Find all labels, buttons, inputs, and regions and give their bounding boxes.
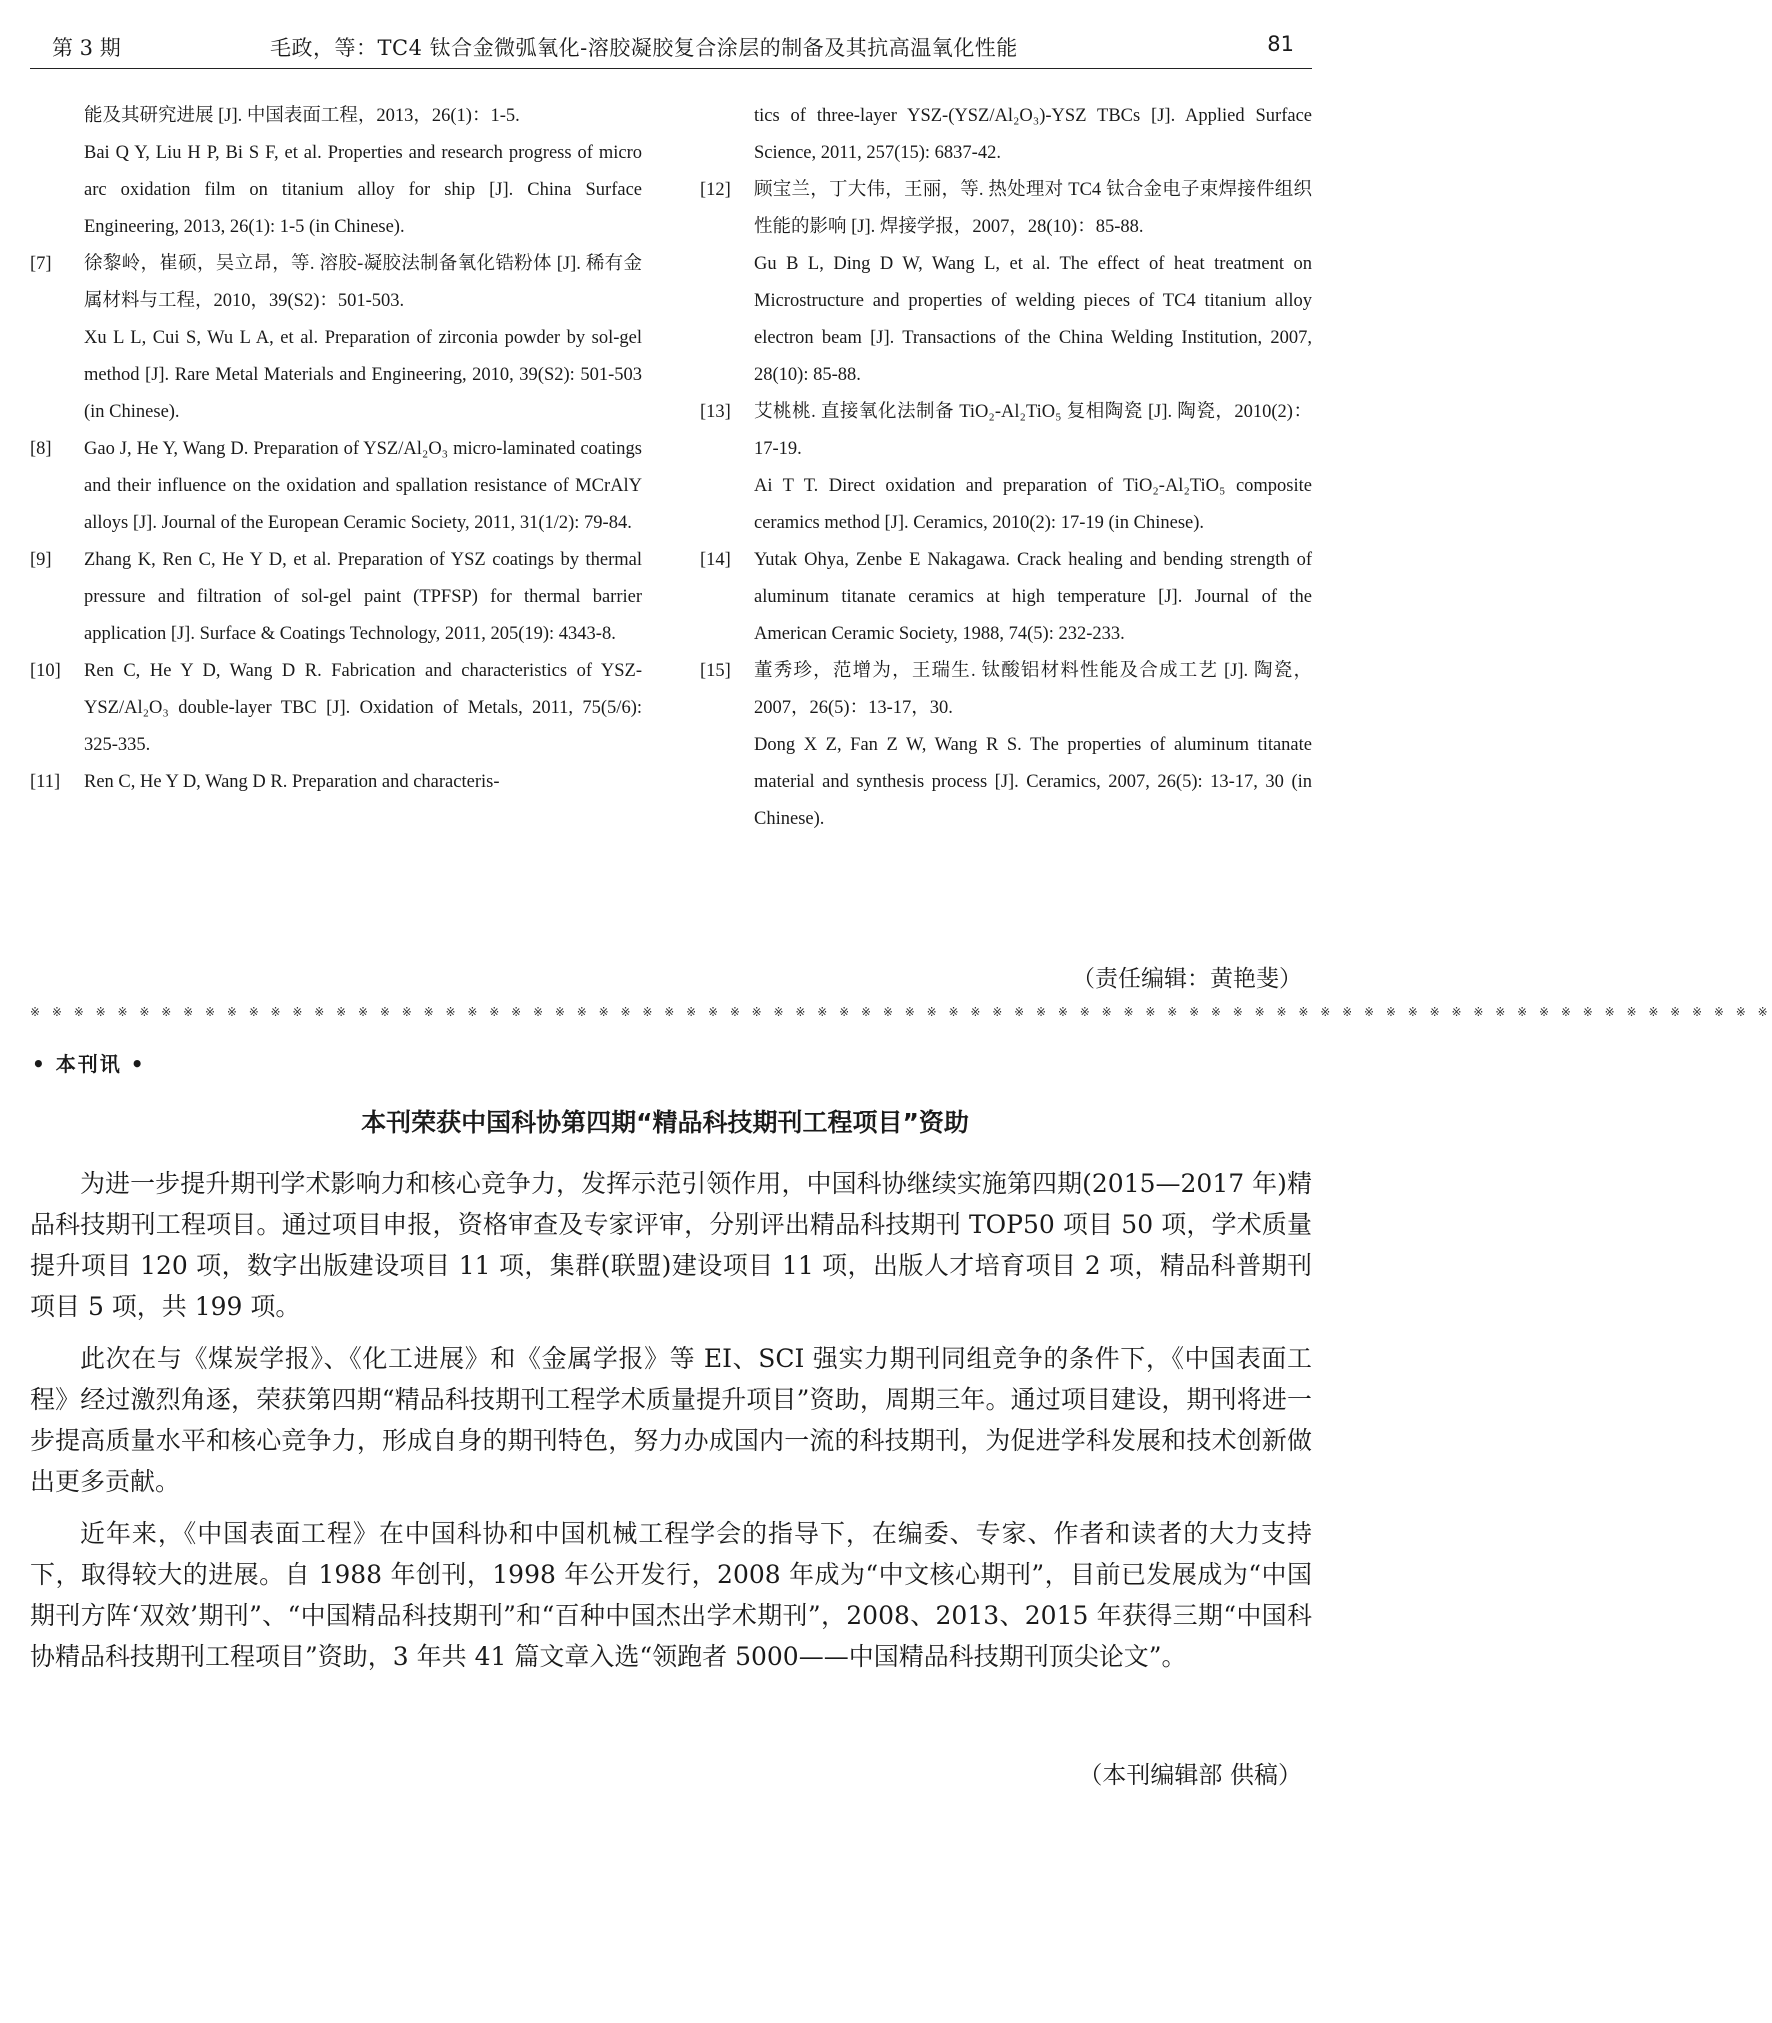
running-title: 毛政，等：TC4 钛合金微弧氧化-溶胶凝胶复合涂层的制备及其抗高温氧化性能 (270, 36, 1018, 60)
reference-number: [12] (700, 180, 731, 200)
reference-number: [15] (700, 661, 731, 681)
reference-entry (30, 246, 642, 431)
references-left-column (30, 98, 642, 801)
reference-number: [11] (30, 772, 61, 792)
reference-entry (700, 394, 1312, 542)
reference-text: 徐黎岭，崔硕，吴立昂，等. 溶胶-凝胶法制备氧化锆粉体 [J]. 稀有金属材料与工程，2010，39(S2)：501-503. (84, 254, 642, 311)
reference-entry (700, 653, 1312, 838)
notice-signature: （本刊编辑部 供稿） (1078, 1761, 1302, 1789)
references-right-column (700, 98, 1312, 838)
notice-title: 本刊荣获中国科协第四期“精品科技期刊工程项目”资助 (361, 1108, 969, 1137)
notice-paragraph: 此次在与《煤炭学报》、《化工进展》和《金属学报》等 EI、SCI 强实力期刊同组竞争的条件下，《中国表面工程》经过激烈角逐，荣获第四期“精品科技期刊工程学术质量提升项目”资助，周期三年。通过项目建设，期刊将进一步提高质量水平和核心竞争力，形成自身的期刊特色，努力办成国内一流的科技期刊，为促进学科发展和技术创新做出更多贡献。 (30, 1344, 1312, 1496)
reference-text: Ren C, He Y D, Wang D R. Preparation and characteris- (84, 772, 500, 792)
reference-text: Ai T T. Direct oxidation and preparation of TiO₂-Al₂TiO₅ composite ceramics method [J]. Ceramics, 2010(2): 17-19 (in Chinese). (754, 476, 1312, 533)
notice-body (30, 1163, 1312, 1688)
running-header (30, 28, 1312, 69)
reference-entry (700, 98, 1312, 172)
page-number: 81 (1267, 32, 1294, 56)
reference-entry (700, 542, 1312, 653)
notice-paragraph: 近年来，《中国表面工程》在中国科协和中国机械工程学会的指导下，在编委、专家、作者和读者的大力支持下，取得较大的进展。自 1988 年创刊，1998 年公开发行，2008 年成为“中文核心期刊”，目前已发展成为“中国期刊方阵‘双效’期刊”、“中国精品科技期刊”和“百种中国杰出学术期刊”，2008、2013、2015 年获得三期“中国科协精品科技期刊工程项目”资助，3 年共 41 篇文章入选“领跑者 5000——中国精品科技期刊顶尖论文”。 (30, 1519, 1312, 1671)
reference-entry (30, 98, 642, 246)
reference-number: [8] (30, 439, 52, 459)
reference-number: [7] (30, 254, 52, 274)
reference-text: 艾桃桃. 直接氧化法制备 TiO₂-Al₂TiO₅ 复相陶瓷 [J]. 陶瓷，2010(2)：17-19. (754, 402, 1312, 459)
reference-text: Yutak Ohya, Zenbe E Nakagawa. Crack healing and bending strength of aluminum titanate ceramics at high temperature [J]. Journal of the American Ceramic Society, 1988, 74(5): 232-233. (754, 550, 1312, 644)
reference-text: Dong X Z, Fan Z W, Wang R S. The properties of aluminum titanate material and synthesis process [J]. Ceramics, 2007, 26(5): 13-17, 30 (in Chinese). (754, 735, 1312, 829)
reference-entry (700, 172, 1312, 394)
reference-text: Ren C, He Y D, Wang D R. Fabrication and characteristics of YSZ-YSZ/Al₂O₃ double-layer TBC [J]. Oxidation of Metals, 2011, 75(5/6): 325-335. (84, 661, 642, 755)
responsible-editor: （责任编辑：黄艳斐） (1072, 966, 1302, 992)
reference-number: [10] (30, 661, 61, 681)
reference-text: 能及其研究进展 [J]. 中国表面工程，2013，26(1)：1-5. (84, 106, 520, 126)
reference-number: [14] (700, 550, 731, 570)
reference-entry (30, 764, 642, 801)
reference-entry (30, 653, 642, 764)
reference-entry (30, 542, 642, 653)
reference-text: Gu B L, Ding D W, Wang L, et al. The effect of heat treatment on Microstructure and properties of welding pieces of TC4 titanium alloy electron beam [J]. Transactions of the China Welding Institution, 2007, 28(10): 85-88. (754, 254, 1312, 385)
decorative-divider: ※ ※ ※ ※ ※ ※ ※ ※ ※ ※ ※ ※ ※ ※ ※ ※ ※ ※ ※ ※ ※ ※ ※ ※ ※ ※ ※ ※ ※ ※ ※ ※ ※ ※ ※ ※ ※ ※ ※ ※ ※ ※ ※ ※ ※ ※ ※ ※ ※ ※ ※ ※ ※ ※ ※ ※ ※ ※ ※ ※ ※ ※ ※ ※ ※ ※ ※ ※ ※ ※ ※ ※ ※ ※ ※ ※ ※ ※ ※ ※ (30, 1005, 1772, 1019)
reference-text: Bai Q Y, Liu H P, Bi S F, et al. Properties and research progress of micro arc oxidation film on titanium alloy for ship [J]. China Surface Engineering, 2013, 26(1): 1-5 (in Chinese). (84, 143, 642, 237)
reference-text: Xu L L, Cui S, Wu L A, et al. Preparation of zirconia powder by sol-gel method [J]. Rare Metal Materials and Engineering, 2010, 39(S2): 501-503 (in Chinese). (84, 328, 642, 422)
section-label: • 本刊讯 • (32, 1052, 146, 1076)
reference-text: Gao J, He Y, Wang D. Preparation of YSZ/Al₂O₃ micro-laminated coatings and their influence on the oxidation and spallation resistance of MCrAlY alloys [J]. Journal of the European Ceramic Society, 2011, 31(1/2): 79-84. (84, 439, 642, 533)
notice-paragraph: 为进一步提升期刊学术影响力和核心竞争力，发挥示范引领作用，中国科协继续实施第四期(2015—2017 年)精品科技期刊工程项目。通过项目申报，资格审查及专家评审，分别评出精品科技期刊 TOP50 项目 50 项，学术质量提升项目 120 项，数字出版建设项目 11 项，集群(联盟)建设项目 11 项，出版人才培育项目 2 项，精品科普期刊项目 5 项，共 199 项。 (30, 1169, 1312, 1321)
reference-text: tics of three-layer YSZ-(YSZ/Al₂O₃)-YSZ TBCs [J]. Applied Surface Science, 2011, 257(15): 6837-42. (754, 106, 1312, 163)
issue-number: 第 3 期 (52, 36, 121, 60)
reference-text: Zhang K, Ren C, He Y D, et al. Preparation of YSZ coatings by thermal pressure and filtration of sol-gel paint (TPFSP) for thermal barrier application [J]. Surface & Coatings Technology, 2011, 205(19): 4343-8. (84, 550, 642, 644)
reference-text: 董秀珍，范增为，王瑞生. 钛酸铝材料性能及合成工艺 [J]. 陶瓷，2007，26(5)：13-17，30. (754, 661, 1312, 718)
reference-entry (30, 431, 642, 542)
reference-number: [9] (30, 550, 52, 570)
reference-text: 顾宝兰，丁大伟，王丽，等. 热处理对 TC4 钛合金电子束焊接件组织性能的影响 [J]. 焊接学报，2007，28(10)：85-88. (754, 180, 1312, 237)
reference-number: [13] (700, 402, 731, 422)
